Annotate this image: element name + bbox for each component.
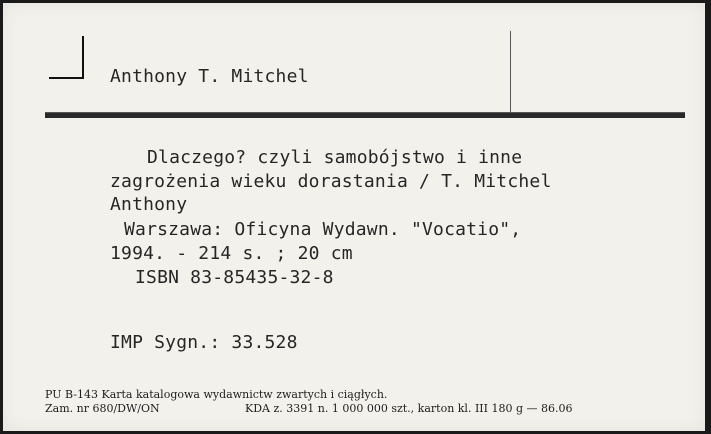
title-line-2: zagrożenia wieku dorastania / T. Mitchel — [110, 171, 552, 192]
title-line-3: Anthony — [110, 194, 188, 215]
catalog-card — [3, 3, 705, 431]
physical-description-line: 1994. - 214 s. ; 20 cm — [110, 243, 353, 264]
corner-mark-vertical — [82, 36, 84, 78]
header-divider — [510, 31, 511, 113]
publisher-line: Warszawa: Oficyna Wydawn. "Vocatio", — [124, 219, 522, 240]
signature-line: IMP Sygn.: 33.528 — [110, 332, 298, 353]
isbn-line: ISBN 83-85435-32-8 — [135, 267, 334, 288]
footer-order-number: Zam. nr 680/DW/ON — [45, 402, 160, 415]
title-line-1: Dlaczego? czyli samobójstwo i inne — [147, 147, 523, 168]
header-rule — [45, 112, 685, 118]
corner-mark-horizontal — [49, 77, 84, 79]
footer-print-info: KDA z. 3391 n. 1 000 000 szt., karton kl. III 180 g — 86.06 — [245, 402, 573, 415]
author-heading: Anthony T. Mitchel — [110, 66, 309, 87]
footer-form-title: PU B-143 Karta katalogowa wydawnictw zwartych i ciągłych. — [45, 388, 388, 401]
